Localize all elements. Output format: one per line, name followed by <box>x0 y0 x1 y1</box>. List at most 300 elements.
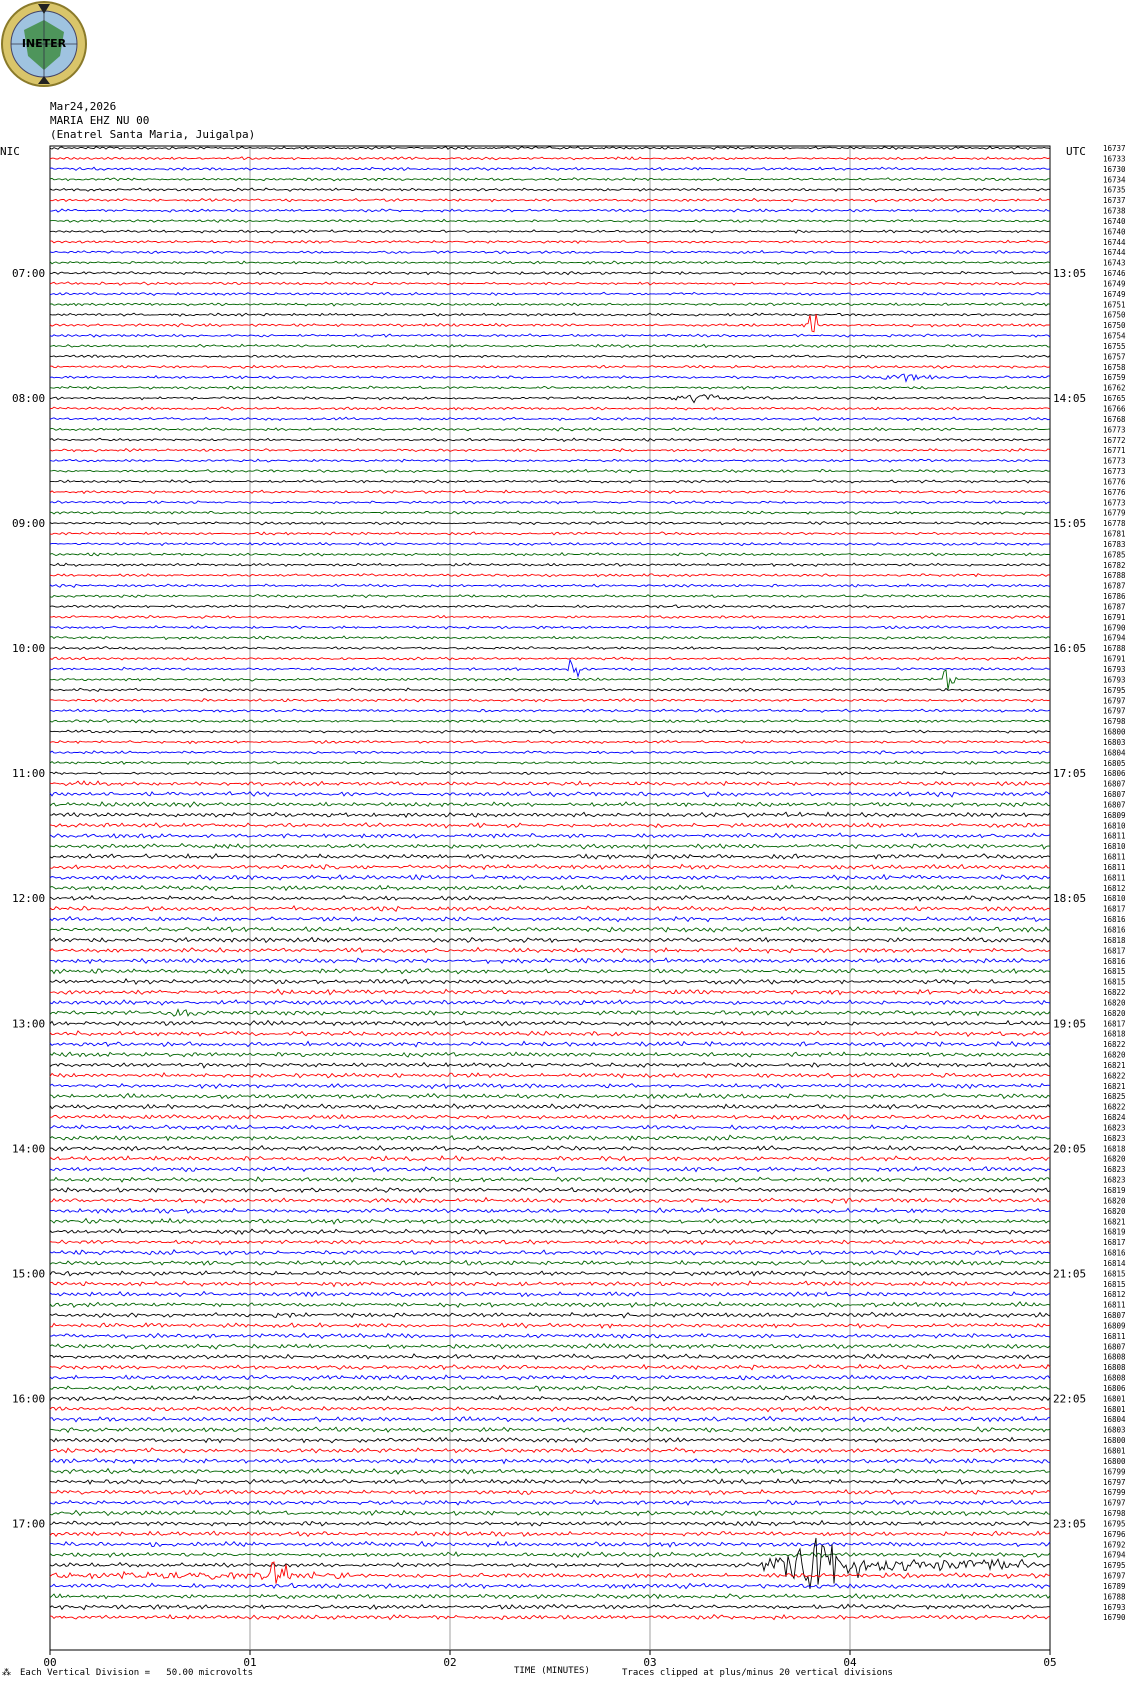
trace-row-64 <box>50 812 1050 817</box>
row-value-label: 16812 <box>1103 883 1126 893</box>
row-value-label: 16797 <box>1103 1498 1126 1508</box>
row-value-label: 16825 <box>1103 1092 1126 1102</box>
trace-row-49 <box>50 657 1050 660</box>
row-value-label: 16792 <box>1103 1540 1126 1550</box>
trace-row-139 <box>50 1594 1050 1599</box>
trace-row-5 <box>50 198 1050 202</box>
trace-row-100 <box>50 1188 1050 1193</box>
row-value-label: 16788 <box>1103 644 1126 654</box>
trace-row-7 <box>50 219 1050 222</box>
row-value-label: 16817 <box>1103 1238 1126 1248</box>
left-hour-label: 09:00 <box>12 517 46 531</box>
trace-row-4 <box>50 188 1050 191</box>
row-value-label: 16771 <box>1103 446 1126 456</box>
row-value-label: 16794 <box>1103 1550 1126 1560</box>
trace-row-133 <box>50 1531 1050 1536</box>
row-value-label: 16749 <box>1103 279 1126 289</box>
row-value-label: 16737 <box>1103 196 1126 206</box>
trace-row-140 <box>50 1604 1050 1609</box>
x-tick-label: 04 <box>843 1656 857 1669</box>
trace-row-135 <box>50 1552 1050 1557</box>
row-value-label: 16818 <box>1103 1029 1126 1039</box>
row-value-label: 16807 <box>1103 790 1126 800</box>
trace-row-130 <box>50 1500 1050 1505</box>
trace-row-3 <box>50 178 1050 181</box>
trace-row-82 <box>50 1000 1050 1005</box>
row-value-label: 16814 <box>1103 1258 1126 1268</box>
right-hour-label: 20:05 <box>1053 1142 1087 1156</box>
trace-row-78 <box>50 958 1050 963</box>
trace-row-67 <box>50 844 1050 849</box>
row-value-label: 16823 <box>1103 1165 1126 1175</box>
trace-row-9 <box>50 240 1050 243</box>
trace-row-6 <box>50 209 1050 212</box>
row-value-label: 16820 <box>1103 1154 1126 1164</box>
trace-row-76 <box>50 938 1050 943</box>
row-value-label: 16765 <box>1103 394 1126 404</box>
header-location: (Enatrel Santa Maria, Juigalpa) <box>50 128 256 141</box>
x-tick-label: 01 <box>243 1656 257 1669</box>
trace-row-12 <box>50 271 1050 274</box>
trace-row-88 <box>50 1063 1050 1068</box>
row-value-label: 16821 <box>1103 1060 1126 1070</box>
left-hour-label: 13:00 <box>12 1017 46 1031</box>
trace-row-14 <box>50 292 1050 295</box>
row-value-label: 16820 <box>1103 1050 1126 1060</box>
trace-row-25 <box>50 407 1050 410</box>
trace-row-129 <box>50 1490 1050 1495</box>
trace-row-11 <box>50 261 1050 264</box>
x-tick-label: 02 <box>443 1656 457 1669</box>
row-value-label: 16807 <box>1103 779 1126 789</box>
trace-row-119 <box>50 1386 1050 1391</box>
left-hour-label: 17:00 <box>12 1517 46 1531</box>
trace-row-131 <box>50 1510 1050 1515</box>
trace-row-31 <box>50 469 1050 472</box>
logo-text: INETER <box>21 37 67 50</box>
right-hour-label: 15:05 <box>1053 517 1087 531</box>
row-value-label: 16772 <box>1103 435 1126 445</box>
row-value-label: 16820 <box>1103 1206 1126 1216</box>
trace-row-54 <box>50 709 1050 712</box>
trace-row-70 <box>50 875 1050 880</box>
trace-row-86 <box>50 1041 1050 1046</box>
row-value-label: 16804 <box>1103 1415 1126 1425</box>
trace-row-72 <box>50 896 1050 901</box>
trace-row-58 <box>50 751 1050 754</box>
row-value-label: 16816 <box>1103 956 1126 966</box>
trace-row-37 <box>50 532 1050 535</box>
row-value-label: 16750 <box>1103 310 1126 320</box>
row-value-label: 16815 <box>1103 1269 1126 1279</box>
row-value-label: 16810 <box>1103 894 1126 904</box>
row-value-label: 16810 <box>1103 842 1126 852</box>
trace-row-112 <box>50 1312 1050 1317</box>
trace-row-124 <box>50 1438 1050 1443</box>
trace-row-59 <box>50 761 1050 764</box>
row-value-label: 16791 <box>1103 612 1126 622</box>
trace-row-66 <box>50 833 1050 838</box>
trace-row-118 <box>50 1375 1050 1380</box>
trace-row-19 <box>50 344 1050 347</box>
trace-row-99 <box>50 1177 1050 1182</box>
trace-row-60 <box>50 772 1050 775</box>
trace-row-68 <box>50 854 1050 859</box>
row-value-label: 16821 <box>1103 1081 1126 1091</box>
trace-row-52 <box>50 688 1050 691</box>
row-value-label: 16823 <box>1103 1123 1126 1133</box>
trace-row-55 <box>50 720 1050 723</box>
trace-row-24 <box>50 395 1050 403</box>
row-value-label: 16817 <box>1103 904 1126 914</box>
trace-row-10 <box>50 251 1050 254</box>
row-value-label: 16744 <box>1103 248 1126 258</box>
trace-row-51 <box>50 670 1050 690</box>
row-value-label: 16818 <box>1103 1144 1126 1154</box>
row-value-label: 16815 <box>1103 977 1126 987</box>
trace-row-117 <box>50 1365 1050 1370</box>
left-hour-label: 14:00 <box>12 1142 46 1156</box>
right-hour-label: 14:05 <box>1053 392 1087 406</box>
row-value-label: 16817 <box>1103 1019 1126 1029</box>
row-value-label: 16793 <box>1103 675 1126 685</box>
row-value-label: 16740 <box>1103 216 1126 226</box>
trace-row-91 <box>50 1094 1050 1099</box>
trace-row-42 <box>50 584 1050 587</box>
row-value-label: 16790 <box>1103 623 1126 633</box>
row-value-label: 16789 <box>1103 1581 1126 1591</box>
row-value-label: 16811 <box>1103 1331 1126 1341</box>
row-value-label: 16754 <box>1103 331 1126 341</box>
row-value-label: 16738 <box>1103 206 1126 216</box>
trace-row-47 <box>50 636 1050 640</box>
trace-row-97 <box>50 1156 1050 1161</box>
row-value-label: 16751 <box>1103 300 1126 310</box>
trace-row-114 <box>50 1333 1050 1338</box>
trace-row-57 <box>50 740 1050 743</box>
row-value-label: 16818 <box>1103 935 1126 945</box>
right-hour-label: 22:05 <box>1053 1392 1087 1406</box>
trace-row-87 <box>50 1052 1050 1057</box>
row-value-label: 16776 <box>1103 487 1126 497</box>
row-value-label: 16811 <box>1103 852 1126 862</box>
row-value-label: 16811 <box>1103 1300 1126 1310</box>
trace-row-29 <box>50 449 1050 452</box>
row-value-label: 16797 <box>1103 696 1126 706</box>
trace-row-84 <box>50 1021 1050 1026</box>
trace-row-141 <box>50 1615 1050 1620</box>
row-value-label: 16798 <box>1103 1509 1126 1519</box>
trace-row-110 <box>50 1292 1050 1297</box>
row-value-label: 16808 <box>1103 1352 1126 1362</box>
trace-row-17 <box>50 314 1050 332</box>
row-value-label: 16816 <box>1103 1248 1126 1258</box>
left-hour-label: 15:00 <box>12 1267 46 1281</box>
trace-row-79 <box>50 969 1050 974</box>
row-value-label: 16782 <box>1103 560 1126 570</box>
row-value-label: 16809 <box>1103 810 1126 820</box>
trace-row-53 <box>50 699 1050 702</box>
right-hour-label: 23:05 <box>1053 1517 1087 1531</box>
row-value-label: 16773 <box>1103 456 1126 466</box>
left-hour-label: 12:00 <box>12 892 46 906</box>
row-value-label: 16793 <box>1103 665 1126 674</box>
row-value-label: 16820 <box>1103 1196 1126 1206</box>
row-value-label: 16737 <box>1103 144 1126 153</box>
left-hour-label: 10:00 <box>12 642 46 656</box>
row-value-label: 16768 <box>1103 414 1126 424</box>
trace-row-61 <box>50 781 1050 786</box>
trace-row-2 <box>50 167 1050 170</box>
trace-row-92 <box>50 1104 1050 1109</box>
trace-row-39 <box>50 553 1050 556</box>
row-value-label: 16786 <box>1103 592 1126 602</box>
trace-row-43 <box>50 595 1050 598</box>
row-value-label: 16795 <box>1103 1519 1126 1529</box>
trace-row-96 <box>50 1146 1050 1151</box>
row-value-label: 16799 <box>1103 1488 1126 1498</box>
trace-row-22 <box>50 374 1050 381</box>
header-date: Mar24,2026 <box>50 100 117 113</box>
row-value-label: 16808 <box>1103 1363 1126 1373</box>
row-value-label: 16816 <box>1103 925 1126 935</box>
trace-row-134 <box>50 1542 1050 1547</box>
row-value-label: 16823 <box>1103 1133 1126 1143</box>
row-value-label: 16791 <box>1103 654 1126 664</box>
trace-row-65 <box>50 823 1050 828</box>
row-value-label: 16744 <box>1103 237 1126 247</box>
row-value-label: 16776 <box>1103 477 1126 487</box>
row-value-label: 16781 <box>1103 529 1126 539</box>
row-value-label: 16820 <box>1103 998 1126 1008</box>
trace-row-105 <box>50 1240 1050 1245</box>
row-value-label: 16821 <box>1103 1217 1126 1227</box>
trace-row-71 <box>50 885 1050 890</box>
trace-row-128 <box>50 1479 1050 1484</box>
trace-row-104 <box>50 1229 1050 1234</box>
trace-row-122 <box>50 1417 1050 1422</box>
trace-row-33 <box>50 490 1050 493</box>
trace-row-13 <box>50 282 1050 285</box>
row-value-label: 16810 <box>1103 821 1126 831</box>
right-hour-label: 19:05 <box>1053 1017 1087 1031</box>
header-station: MARIA EHZ NU 00 <box>50 114 150 127</box>
trace-row-0 <box>50 147 1050 150</box>
trace-row-90 <box>50 1084 1050 1089</box>
row-value-label: 16766 <box>1103 404 1126 414</box>
row-value-label: 16773 <box>1103 467 1126 477</box>
row-value-label: 16797 <box>1103 1571 1126 1581</box>
row-value-label: 16811 <box>1103 862 1126 872</box>
row-value-label: 16824 <box>1103 1113 1126 1123</box>
trace-row-116 <box>50 1354 1050 1359</box>
trace-row-109 <box>50 1281 1050 1287</box>
trace-row-74 <box>50 917 1050 922</box>
right-hour-label: 18:05 <box>1053 892 1087 906</box>
row-value-label: 16779 <box>1103 508 1126 518</box>
row-value-label: 16811 <box>1103 873 1126 883</box>
row-value-label: 16806 <box>1103 1383 1126 1393</box>
trace-row-101 <box>50 1198 1050 1204</box>
trace-row-63 <box>50 802 1050 807</box>
row-value-label: 16799 <box>1103 1467 1126 1477</box>
row-value-label: 16788 <box>1103 571 1126 581</box>
row-value-label: 16815 <box>1103 967 1126 977</box>
row-value-label: 16823 <box>1103 1175 1126 1185</box>
row-value-label: 16822 <box>1103 1040 1126 1050</box>
left-hour-label: 08:00 <box>12 392 46 406</box>
row-value-label: 16815 <box>1103 1279 1126 1289</box>
trace-row-41 <box>50 574 1050 577</box>
right-hour-label: 21:05 <box>1053 1267 1087 1281</box>
trace-row-115 <box>50 1344 1050 1349</box>
row-value-label: 16759 <box>1103 373 1126 383</box>
trace-row-20 <box>50 355 1050 358</box>
row-value-label: 16795 <box>1103 685 1126 695</box>
left-hour-label: 07:00 <box>12 267 46 281</box>
row-value-label: 16755 <box>1103 341 1126 351</box>
row-value-label: 16800 <box>1103 1436 1126 1446</box>
x-tick-label: 05 <box>1043 1656 1057 1669</box>
trace-row-69 <box>50 864 1050 869</box>
row-value-label: 16740 <box>1103 227 1126 237</box>
row-value-label: 16800 <box>1103 727 1126 737</box>
row-value-label: 16795 <box>1103 1561 1126 1571</box>
trace-row-111 <box>50 1302 1050 1308</box>
trace-row-123 <box>50 1427 1050 1432</box>
row-value-label: 16730 <box>1103 164 1126 174</box>
row-value-label: 16807 <box>1103 1342 1126 1352</box>
trace-row-89 <box>50 1073 1050 1078</box>
trace-row-35 <box>50 511 1050 515</box>
trace-row-16 <box>50 313 1050 316</box>
trace-row-46 <box>50 626 1050 629</box>
row-value-label: 16822 <box>1103 1071 1126 1081</box>
trace-row-138 <box>50 1583 1050 1588</box>
trace-row-27 <box>50 428 1050 431</box>
trace-row-108 <box>50 1271 1050 1276</box>
trace-row-45 <box>50 616 1050 619</box>
trace-row-38 <box>50 542 1050 545</box>
trace-row-103 <box>50 1219 1050 1224</box>
row-value-label: 16750 <box>1103 321 1126 331</box>
row-value-label: 16749 <box>1103 289 1126 299</box>
row-value-label: 16796 <box>1103 1529 1126 1539</box>
trace-row-50 <box>50 660 1050 677</box>
tz-left-label: NIC <box>0 145 20 158</box>
trace-row-73 <box>50 906 1050 911</box>
trace-row-77 <box>50 948 1050 953</box>
row-value-label: 16746 <box>1103 269 1126 279</box>
trace-row-36 <box>50 522 1050 525</box>
row-value-label: 16793 <box>1103 1602 1126 1612</box>
row-value-label: 16790 <box>1103 1613 1126 1623</box>
row-value-label: 16819 <box>1103 1227 1126 1237</box>
trace-row-80 <box>50 979 1050 984</box>
trace-row-21 <box>50 365 1050 368</box>
row-value-label: 16743 <box>1103 258 1126 268</box>
left-hour-label: 11:00 <box>12 767 46 781</box>
row-value-label: 16798 <box>1103 717 1126 727</box>
row-value-label: 16794 <box>1103 633 1126 643</box>
row-value-label: 16758 <box>1103 362 1126 372</box>
row-value-label: 16734 <box>1103 175 1126 185</box>
row-value-label: 16805 <box>1103 758 1126 768</box>
trace-row-85 <box>50 1031 1050 1036</box>
trace-row-94 <box>50 1125 1050 1130</box>
row-value-label: 16773 <box>1103 425 1126 435</box>
x-axis-title: TIME (MINUTES) <box>514 1666 590 1676</box>
row-value-label: 16735 <box>1103 185 1126 195</box>
row-value-label: 16785 <box>1103 550 1126 560</box>
right-hour-label: 16:05 <box>1053 642 1087 656</box>
row-value-label: 16787 <box>1103 602 1126 612</box>
x-tick-label: 03 <box>643 1656 657 1669</box>
trace-row-62 <box>50 792 1050 797</box>
trace-row-8 <box>50 230 1050 233</box>
scale-note: Each Vertical Division = 50.00 microvolts <box>20 1668 253 1678</box>
row-value-label: 16801 <box>1103 1404 1126 1414</box>
trace-row-40 <box>50 563 1050 566</box>
trace-row-30 <box>50 459 1050 462</box>
right-hour-label: 13:05 <box>1053 267 1087 281</box>
row-value-label: 16807 <box>1103 1311 1126 1321</box>
trace-row-127 <box>50 1469 1050 1474</box>
row-value-label: 16807 <box>1103 800 1126 810</box>
row-value-label: 16797 <box>1103 706 1126 716</box>
row-value-label: 16801 <box>1103 1446 1126 1456</box>
trace-row-15 <box>50 303 1050 306</box>
trace-row-95 <box>50 1135 1050 1140</box>
trace-row-32 <box>50 480 1050 483</box>
trace-row-75 <box>50 927 1050 932</box>
right-hour-label: 17:05 <box>1053 767 1087 781</box>
row-value-label: 16797 <box>1103 1477 1126 1487</box>
tz-right-label: UTC <box>1066 145 1086 158</box>
trace-row-93 <box>50 1115 1050 1120</box>
row-value-label: 16803 <box>1103 737 1126 747</box>
trace-row-113 <box>50 1323 1050 1328</box>
row-value-label: 16816 <box>1103 915 1126 925</box>
row-value-label: 16804 <box>1103 748 1126 758</box>
trace-row-23 <box>50 386 1050 389</box>
trace-row-34 <box>50 501 1050 504</box>
trace-row-120 <box>50 1396 1050 1401</box>
trace-row-83 <box>50 1010 1050 1017</box>
row-value-label: 16787 <box>1103 581 1126 591</box>
trace-row-121 <box>50 1407 1050 1412</box>
row-value-label: 16757 <box>1103 352 1126 362</box>
row-value-label: 16817 <box>1103 946 1126 956</box>
row-value-label: 16822 <box>1103 1102 1126 1112</box>
row-value-label: 16811 <box>1103 831 1126 841</box>
row-value-label: 16822 <box>1103 988 1126 998</box>
row-value-label: 16800 <box>1103 1456 1126 1466</box>
trace-row-102 <box>50 1208 1050 1213</box>
trace-row-28 <box>50 438 1050 441</box>
row-value-label: 16803 <box>1103 1425 1126 1435</box>
clip-note: Traces clipped at plus/minus 20 vertical divisions <box>622 1668 893 1678</box>
row-value-label: 16733 <box>1103 154 1126 164</box>
trace-row-56 <box>50 730 1050 733</box>
row-value-label: 16783 <box>1103 539 1126 549</box>
row-value-label: 16806 <box>1103 769 1126 779</box>
row-value-label: 16820 <box>1103 1008 1126 1018</box>
trace-row-107 <box>50 1260 1050 1265</box>
trace-row-98 <box>50 1167 1050 1172</box>
row-value-label: 16778 <box>1103 519 1126 529</box>
row-value-label: 16762 <box>1103 383 1126 393</box>
